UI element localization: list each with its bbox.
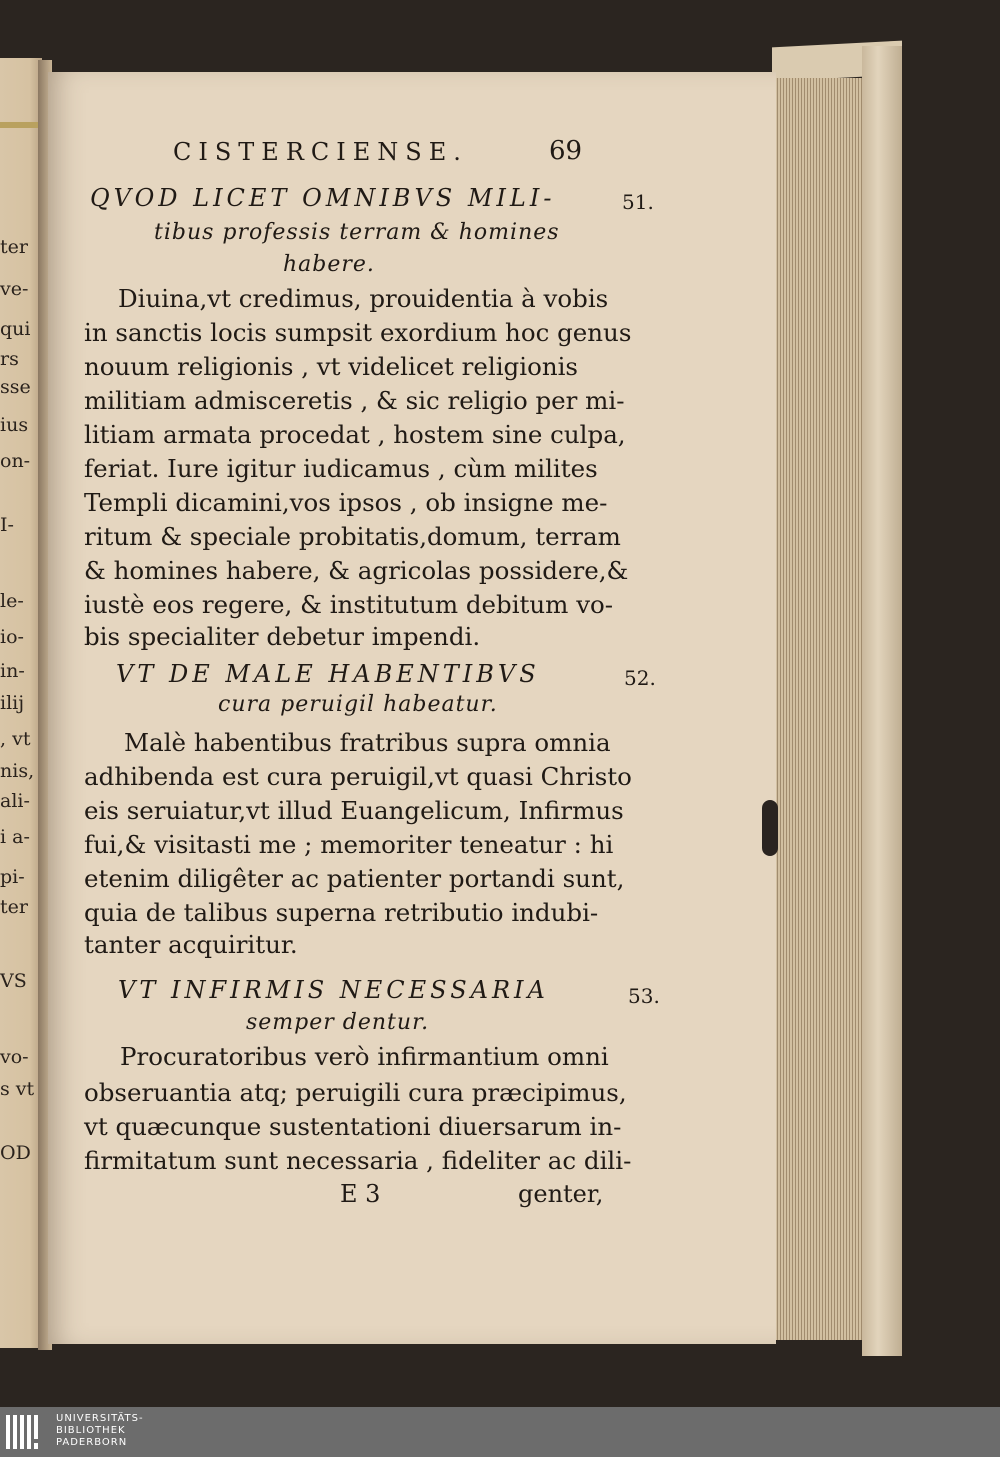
left-page-fragment: nis, <box>0 760 35 782</box>
left-page-fragment: ilij <box>0 692 25 714</box>
body-line: tanter acquiritur. <box>84 930 298 959</box>
section-number: 51. <box>622 190 654 214</box>
body-line: firmitatum sunt necessaria , fideliter ac dili- <box>84 1146 632 1175</box>
body-line: Procuratoribus verò infirmantium omni <box>120 1042 609 1071</box>
left-page-fragment: in- <box>0 660 25 682</box>
library-logo-icon <box>6 1415 46 1449</box>
left-page-fragment: OD <box>0 1142 31 1164</box>
body-line: quia de talibus superna retributio indubi- <box>84 898 599 927</box>
left-page-fragment: rs <box>0 348 19 370</box>
section-heading: VT INFIRMIS NECESSARIA <box>118 976 549 1004</box>
section-heading: VT DE MALE HABENTIBVS <box>116 660 540 688</box>
left-page-fragment: ve- <box>0 278 29 300</box>
left-page-fragment: s vt <box>0 1078 35 1100</box>
left-page-edge <box>0 58 42 1348</box>
library-name-line: UNIVERSITÄTS- <box>56 1413 144 1424</box>
left-page-fragment: io- <box>0 626 24 648</box>
left-page-fragment: le- <box>0 590 24 612</box>
ink-blot <box>762 800 778 856</box>
body-line: bis specialiter debetur impendi. <box>84 622 481 651</box>
catchword: genter, <box>518 1180 604 1208</box>
left-page-fragment: i a- <box>0 826 30 848</box>
body-line: ritum & speciale probitatis,domum, terram <box>84 522 621 551</box>
left-page-fragment: ter <box>0 896 28 918</box>
library-name <box>56 1413 144 1449</box>
running-head: CISTERCIENSE. <box>173 138 468 166</box>
left-page-fragment: ter <box>0 236 28 258</box>
left-page-gilt-line <box>0 122 40 128</box>
body-line: etenim diligêter ac patienter portandi sunt, <box>84 864 625 893</box>
left-page-fragment: sse <box>0 376 31 398</box>
body-line: militiam admisceretis , & sic religio per mi- <box>84 386 625 415</box>
section-heading: tibus professis terram & homines <box>154 220 560 245</box>
section-heading: cura peruigil habeatur. <box>218 692 498 717</box>
page-block-edges <box>772 78 872 1340</box>
section-heading: semper dentur. <box>246 1010 430 1035</box>
library-name-line: BIBLIOTHEK <box>56 1425 126 1436</box>
footer-bar <box>0 1407 1000 1457</box>
section-heading: habere. <box>283 252 375 277</box>
section-number: 53. <box>628 984 660 1008</box>
left-page-fragment: VS <box>0 970 27 992</box>
left-page-fragment: ius <box>0 414 29 436</box>
left-page-fragment: ali- <box>0 790 30 812</box>
body-line: Templi dicamini,vos ipsos , ob insigne me- <box>84 488 608 517</box>
left-page-fragment: on- <box>0 450 31 472</box>
body-line: eis seruiatur,vt illud Euangelicum, Infirmus <box>84 796 624 825</box>
section-heading: QVOD LICET OMNIBVS MILI- <box>90 184 556 212</box>
book-cover-edge <box>862 46 902 1356</box>
left-page-fragment: qui <box>0 318 31 340</box>
page-number: 69 <box>549 136 583 166</box>
body-line: adhibenda est cura peruigil,vt quasi Christo <box>84 762 632 791</box>
left-page-fragment: I- <box>0 514 14 536</box>
body-line: Malè habentibus fratribus supra omnia <box>124 728 611 757</box>
body-line: litiam armata procedat , hostem sine culpa, <box>84 420 626 449</box>
body-line: nouum religionis , vt videlicet religionis <box>84 352 579 381</box>
body-line: iustè eos regere, & institutum debitum vo- <box>84 590 614 619</box>
section-number: 52. <box>624 666 656 690</box>
body-line: in sanctis locis sumpsit exordium hoc genus <box>84 318 632 347</box>
left-page-fragment: pi- <box>0 866 25 888</box>
body-line: vt quæcunque sustentationi diuersarum in- <box>84 1112 622 1141</box>
body-line: feriat. Iure igitur iudicamus , cùm milites <box>84 454 598 483</box>
body-line: obseruantia atq; peruigili cura præcipimus, <box>84 1078 627 1107</box>
body-line: Diuina,vt credimus, prouidentia à vobis <box>118 284 609 313</box>
left-page-fragment: , vt <box>0 728 31 750</box>
signature-mark: E 3 <box>340 1180 381 1208</box>
body-line: & homines habere, & agricolas possidere,& <box>84 556 629 585</box>
left-page-fragment: vo- <box>0 1046 29 1068</box>
library-name-line: PADERBORN <box>56 1437 128 1448</box>
body-line: fui,& visitasti me ; memoriter teneatur : hi <box>84 830 614 859</box>
